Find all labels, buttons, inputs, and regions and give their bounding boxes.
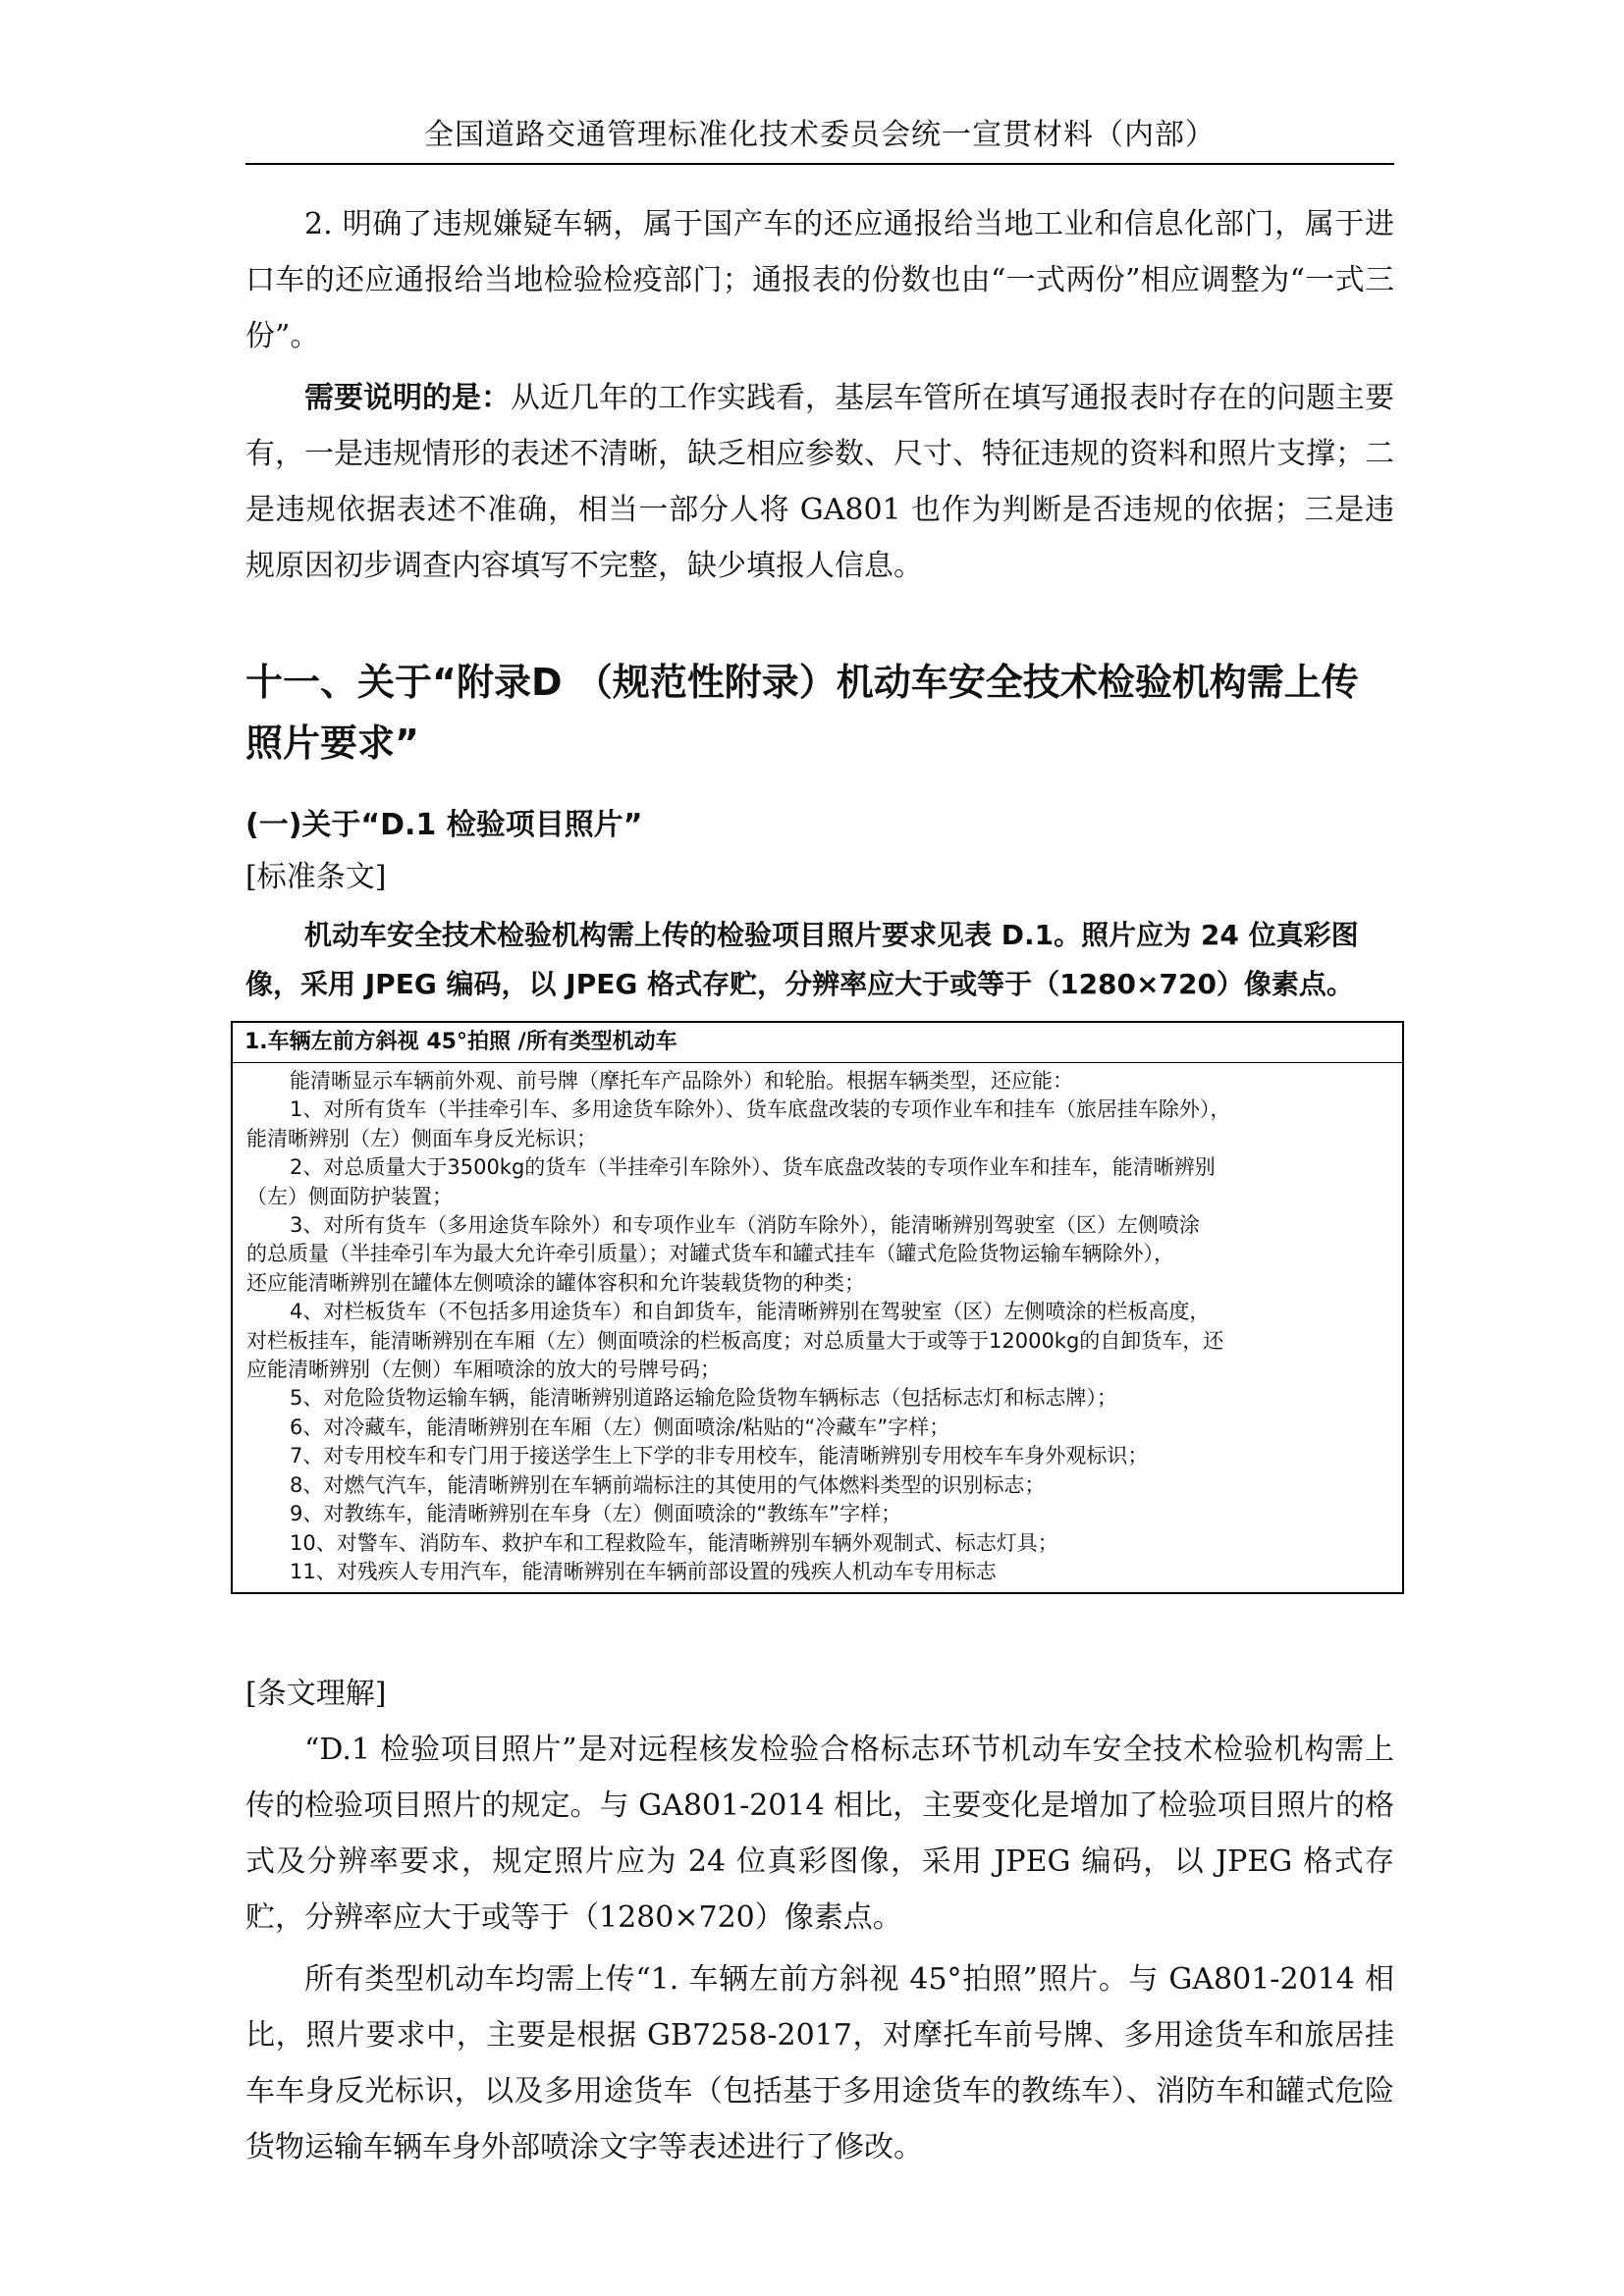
table-line: 1、对所有货车（半挂牵引车、多用途货车除外）、货车底盘改装的专项作业车和挂车（旅居挂车除外），	[290, 1097, 1231, 1122]
interpretation-paragraph-1: “D.1 检验项目照片”是对远程核发检验合格标志环节机动车安全技术检验机构需上传的检验项目照片的规定。与 GA801-2014 相比，主要变化是增加了检验项目照片的格式及分辨率要求，规定照片应为 24 位真彩图像，采用 JPEG 编码，以 JPEG 格式存贮，分辨率应大于或等于（1280×720）像素点。	[245, 1733, 1394, 1935]
paragraph-note	[245, 370, 1394, 594]
table-line: 6、对冷藏车，能清晰辨别在车厢（左）侧面喷涂/粘贴的“冷藏车”字样；	[290, 1415, 950, 1439]
table-line: 对栏板挂车，能清晰辨别在车厢（左）侧面喷涂的栏板高度；对总质量大于或等于12000kg的自卸货车，还	[246, 1328, 1224, 1353]
table-line: 还应能清晰辨别在罐体左侧喷涂的罐体容积和允许装载货物的种类；	[246, 1270, 865, 1295]
table-line: 能清晰显示车辆前外观、前号牌（摩托车产品除外）和轮胎。根据车辆类型，还应能：	[290, 1069, 1073, 1093]
table-line: 能清晰辨别（左）侧面车身反光标识；	[246, 1126, 597, 1150]
table-line: 7、对专用校车和专门用于接送学生上下学的非专用校车，能清晰辨别专用校车车身外观标识；	[290, 1444, 1149, 1468]
table-line: 10、对警车、消防车、救护车和工程救险车，能清晰辨别车辆外观制式、标志灯具；	[290, 1530, 1058, 1555]
standard-label: [标准条文]	[245, 860, 387, 894]
table-line: 4、对栏板货车（不包括多用途货车）和自卸货车，能清晰辨别在驾驶室（区）左侧喷涂的栏板高度，	[290, 1300, 1211, 1324]
table-header: 1.车辆左前方斜视 45°拍照 /所有类型机动车	[233, 1023, 1402, 1063]
standard-text: 机动车安全技术检验机构需上传的检验项目照片要求见表 D.1。照片应为 24 位真彩图像，采用 JPEG 编码，以 JPEG 格式存贮，分辨率应大于或等于（1280×720）像素点。	[245, 919, 1359, 1000]
subheading: (一)关于“D.1 检验项目照片”	[245, 808, 643, 842]
paragraph-2: 2. 明确了违规嫌疑车辆，属于国产车的还应通报给当地工业和信息化部门，属于进口车的还应通报给当地检验检疫部门；通报表的份数也由“一式两份”相应调整为“一式三份”。	[245, 207, 1394, 353]
table-line: 2、对总质量大于3500kg的货车（半挂牵引车除外）、货车底盘改装的专项作业车和挂车，能清晰辨别	[290, 1155, 1216, 1180]
table-line: 3、对所有货车（多用途货车除外）和专项作业车（消防车除外），能清晰辨别驾驶室（区）左侧喷涂	[290, 1213, 1200, 1238]
interpretation-paragraph-2: 所有类型机动车均需上传“1. 车辆左前方斜视 45°拍照”照片。与 GA801-2014 相比，照片要求中，主要是根据 GB7258-2017，对摩托车前号牌、多用途货车和旅居挂车车身反光标识，以及多用途货车（包括基于多用途货车的教练车）、消防车和罐式危险货物运输车辆车身外部喷涂文字等表述进行了修改。	[245, 1962, 1394, 2164]
section-heading: 十一、关于“附录D （规范性附录）机动车安全技术检验机构需上传照片要求”	[245, 661, 1359, 765]
table-line: 应能清晰辨别（左侧）车厢喷涂的放大的号牌号码；	[246, 1358, 721, 1382]
note-label: 需要说明的是：	[304, 381, 511, 415]
table-line: 8、对燃气汽车，能清晰辨别在车辆前端标注的其使用的气体燃料类型的识别标志；	[290, 1472, 1046, 1497]
note-text: 从近几年的工作实践看，基层车管所在填写通报表时存在的问题主要有，一是违规情形的表述不清晰，缺乏相应参数、尺寸、特征违规的资料和照片支撑；二是违规依据表述不准确，相当一部分人将 GA801 也作为判断是否违规的依据；三是违规原因初步调查内容填写不完整，缺少填报人信息。	[245, 381, 1394, 583]
table-line: 5、对危险货物运输车辆，能清晰辨别道路运输危险货物车辆标志（包括标志灯和标志牌）；	[290, 1386, 1117, 1411]
table-line: （左）侧面防护装置；	[246, 1184, 453, 1208]
table-line: 11、对残疾人专用汽车，能清晰辨别在车辆前部设置的残疾人机动车专用标志	[290, 1559, 997, 1583]
page-header: 全国道路交通管理标准化技术委员会统一宣贯材料（内部）	[245, 110, 1394, 165]
table-line: 的总质量（半挂牵引车为最大允许牵引质量）；对罐式货车和罐式挂车（罐式危险货物运输车辆除外），	[246, 1242, 1174, 1266]
table-body	[233, 1063, 1402, 1592]
interpretation-paragraphs	[245, 1722, 1394, 2175]
standard-table	[231, 1021, 1404, 1594]
table-line: 9、对教练车，能清晰辨别在车身（左）侧面喷涂的“教练车”字样；	[290, 1502, 902, 1526]
interpretation-label: [条文理解]	[245, 1677, 387, 1711]
top-paragraphs	[245, 196, 1394, 594]
